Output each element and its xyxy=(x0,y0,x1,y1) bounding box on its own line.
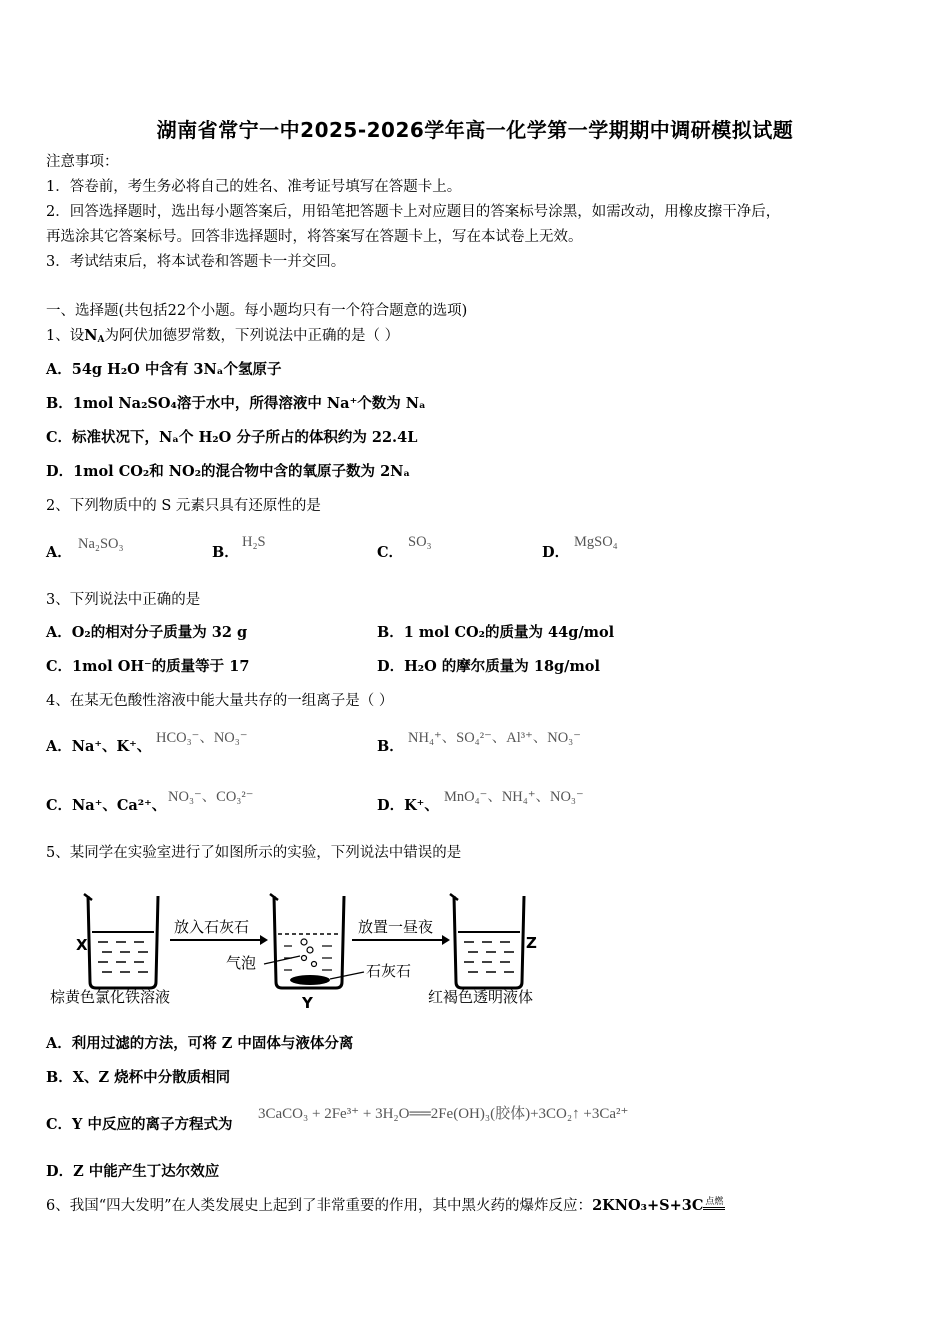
question-2-option-c-label: C． xyxy=(377,544,404,561)
bubble-pointer xyxy=(264,956,300,964)
question-1-option-b: B．1mol Na₂SO₄溶于水中，所得溶液中 Na⁺个数为 Nₐ xyxy=(46,395,426,412)
label-z: Z xyxy=(526,934,537,952)
question-6-stem: 6、我国“四大发明”在人类发展史上起到了非常重要的作用，其中黑火药的爆炸反应：2KNO₃+S+3C 点燃 xyxy=(46,1197,724,1214)
question-3-option-c: C．1mol OH⁻的质量等于 17 xyxy=(46,658,250,675)
stone-pointer xyxy=(330,972,364,979)
label-y: Y xyxy=(302,994,313,1012)
question-2-option-b-formula: H₂S xyxy=(242,534,266,550)
question-5-option-d: D．Z 中能产生丁达尔效应 xyxy=(46,1163,220,1180)
question-2-stem: 2、下列物质中的 S 元素只具有还原性的是 xyxy=(46,498,321,514)
beaker-z xyxy=(450,894,524,988)
page-title: 湖南省常宁一中2025-2026学年高一化学第一学期期中调研模拟试题 xyxy=(156,118,794,142)
question-5-option-b: B．X、Z 烧杯中分散质相同 xyxy=(46,1069,231,1086)
question-5-stem: 5、某同学在实验室进行了如图所示的实验，下列说法中错误的是 xyxy=(46,845,462,861)
question-2-option-c-formula: SO₃ xyxy=(408,534,432,550)
question-3-option-a: A．O₂的相对分子质量为 32 g xyxy=(46,624,248,641)
notice-item-3: 3．考试结束后，将本试卷和答题卡一并交回。 xyxy=(46,254,346,270)
reaction-condition: 点燃 xyxy=(703,1197,725,1210)
question-1-option-a: A．54g H₂O 中含有 3Nₐ个氢原子 xyxy=(46,361,282,378)
arrow-1-head xyxy=(260,935,268,945)
section-heading: 一、选择题(共包括22个小题。每小题均只有一个符合题意的选项) xyxy=(46,303,468,319)
step-2-label: 放置一昼夜 xyxy=(358,918,434,936)
stone-label: 石灰石 xyxy=(366,962,412,980)
question-6-reaction: 2KNO₃+S+3C xyxy=(592,1197,704,1214)
question-2-option-b-label: B． xyxy=(212,544,239,561)
question-4-option-c-label: C．Na⁺、Ca²⁺、 xyxy=(46,797,167,814)
question-1-stem: 1、设$N_A$为阿伏加德罗常数，下列说法中正确的是（ ） xyxy=(46,327,400,345)
question-4-option-b-ions: NH₄⁺、SO₄²⁻、Al³⁺、NO₃⁻ xyxy=(408,730,581,746)
right-caption: 红褐色透明液体 xyxy=(428,988,534,1006)
bubble-label: 气泡 xyxy=(226,954,257,972)
left-caption: 棕黄色氯化铁溶液 xyxy=(50,988,171,1006)
question-3-option-b: B．1 mol CO₂的质量为 44g/mol xyxy=(377,624,615,641)
question-4-option-a-ions: HCO₃⁻、NO₃⁻ xyxy=(156,730,248,746)
question-5-option-a: A．利用过滤的方法，可将 Z 中固体与液体分离 xyxy=(46,1035,354,1052)
question-4-option-b-label: B． xyxy=(377,738,404,755)
question-1-option-c: C．标准状况下，Nₐ个 H₂O 分子所占的体积约为 22.4L xyxy=(46,429,418,446)
question-4-option-d-ions: MnO₄⁻、NH₄⁺、NO₃⁻ xyxy=(444,789,584,805)
notice-item-2: 2．回答选择题时，选出每小题答案后，用铅笔把答题卡上对应题目的答案标号涂黑，如需改动，用橡皮擦干净后， xyxy=(46,204,781,220)
notice-item-2-cont: 再选涂其它答案标号。回答非选择题时，将答案写在答题卡上，写在本试卷上无效。 xyxy=(46,229,583,245)
arrow-2-head xyxy=(442,935,450,945)
question-2-option-d-formula: MgSO₄ xyxy=(574,534,618,550)
step-1-label: 放入石灰石 xyxy=(174,918,250,936)
question-3-stem: 3、下列说法中正确的是 xyxy=(46,592,201,608)
notice-heading: 注意事项： xyxy=(46,154,119,170)
question-2-option-d-label: D． xyxy=(542,544,570,561)
beaker-experiment-diagram xyxy=(46,884,566,1014)
label-x: X xyxy=(76,936,88,954)
question-4-option-a-label: A．Na⁺、K⁺、 xyxy=(46,738,152,755)
question-3-option-d: D．H₂O 的摩尔质量为 18g/mol xyxy=(377,658,600,675)
beaker-y xyxy=(270,894,344,988)
question-4-option-d-label: D．K⁺、 xyxy=(377,797,439,814)
question-1-option-d: D．1mol CO₂和 NO₂的混合物中含的氧原子数为 2Nₐ xyxy=(46,463,411,480)
question-2-option-a-formula: Na₂SO₃ xyxy=(78,536,124,552)
question-4-option-c-ions: NO₃⁻、CO₃²⁻ xyxy=(168,789,254,805)
question-5-option-c-label: C．Y 中反应的离子方程式为 xyxy=(46,1116,233,1133)
beaker-x xyxy=(84,894,158,988)
notice-item-1: 1．答卷前，考生务必将自己的姓名、准考证号填写在答题卡上。 xyxy=(46,179,462,195)
question-2-option-a-label: A． xyxy=(46,544,72,561)
question-4-stem: 4、在某无色酸性溶液中能大量共存的一组离子是（ ） xyxy=(46,693,394,709)
question-5-option-c-equation: 3CaCO₃ + 2Fe³⁺ + 3H₂O══2Fe(OH)₃(胶体)+3CO₂↑ +3Ca²⁺ xyxy=(258,1106,629,1122)
